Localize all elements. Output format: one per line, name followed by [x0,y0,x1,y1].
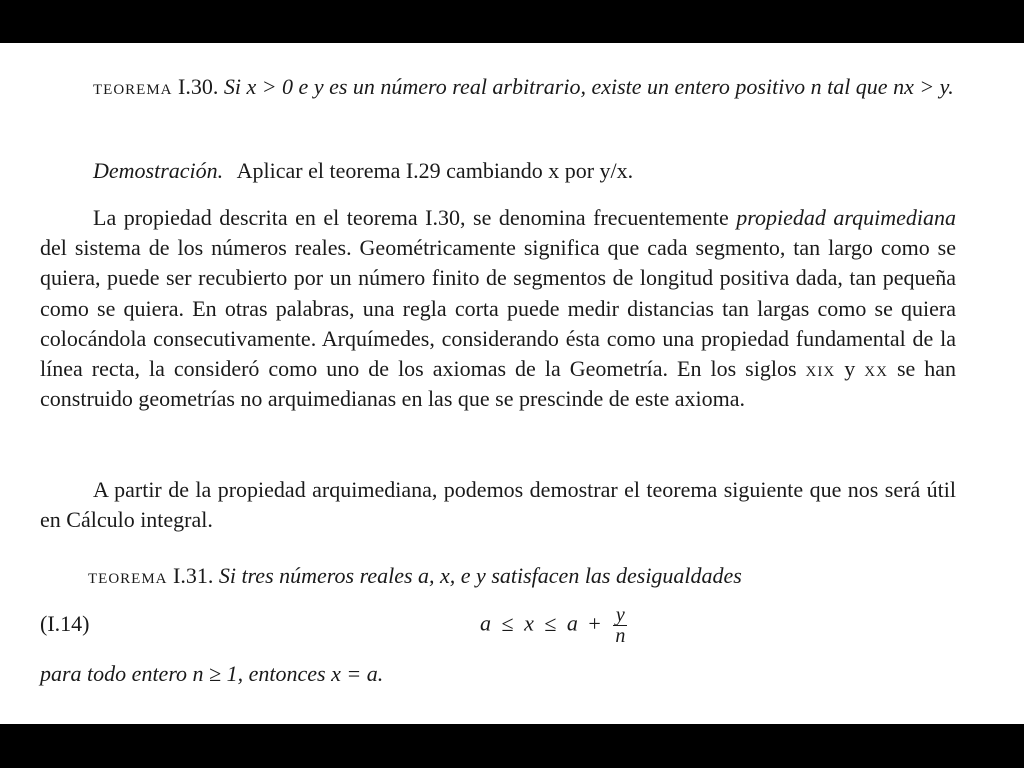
fraction-y-over-n [613,605,627,646]
transition-paragraph [40,475,956,535]
paragraph-end: se han construido geometrías no arquimedianas en las que se prescinde de este axioma. [40,356,957,412]
proof-label: Demostración. [93,158,224,183]
equation-i-14 [40,605,956,665]
theorem-number: I.30. [178,74,219,99]
theorem-1-31 [40,561,956,591]
archimedean-paragraph [40,203,956,414]
paragraph-body: del sistema de los números reales. Geométricamente significa que cada segmento, tan largo como se quiera, puede ser recubierto por un número finito de segmentos de longitud positiva dada, tan pequeña como se quiera. En otras palabras, una regla corta puede medir distancias tan largas como se quiera colocándola consecutivamente. Arquímedes, considerando ésta como una propiedad fundamental de la línea recta, la consideró como uno de los axiomas de la Geometría. En los siglos [40,235,956,382]
transition-text: A partir de la propiedad arquimediana, podemos demostrar el teorema siguiente que nos será útil en Cálculo integral. [40,477,956,533]
leq-symbol: ≤ [501,610,514,636]
theorem-label: teorema [88,563,168,588]
equation-label: (I.14) [40,611,90,636]
fraction-denominator: n [615,625,626,647]
theorem-label: teorema [93,74,173,99]
conjunction: y [844,356,856,382]
theorem-statement: Si tres números reales a, x, e y satisfacen las desigualdades [218,563,742,588]
formula-middle: x [524,610,534,636]
century-19: xix [805,356,836,382]
plus-symbol: + [588,610,601,636]
archimedean-property-term: propiedad arquimediana [736,205,957,230]
proof-1-30 [40,156,956,186]
book-page [0,43,1024,724]
inequality-formula [480,605,627,646]
formula-rhs: a [566,610,578,636]
leq-symbol: ≤ [544,610,557,636]
theorem-1-30 [40,72,956,102]
proof-text: Aplicar el teorema I.29 cambiando x por y/x. [236,158,634,183]
fraction-numerator: y [613,605,627,626]
conclusion-text: para todo entero n ≥ 1, entonces x = a. [40,661,384,686]
century-20: xx [864,356,888,382]
formula-lhs: a [480,610,491,636]
theorem-1-31-conclusion [40,659,956,689]
theorem-statement: Si x > 0 e y es un número real arbitrario, existe un entero positivo n tal que nx > y. [223,74,954,99]
theorem-number: I.31. [173,563,214,588]
paragraph-start: La propiedad descrita en el teorema I.30, se denomina frecuentemente [93,205,729,230]
